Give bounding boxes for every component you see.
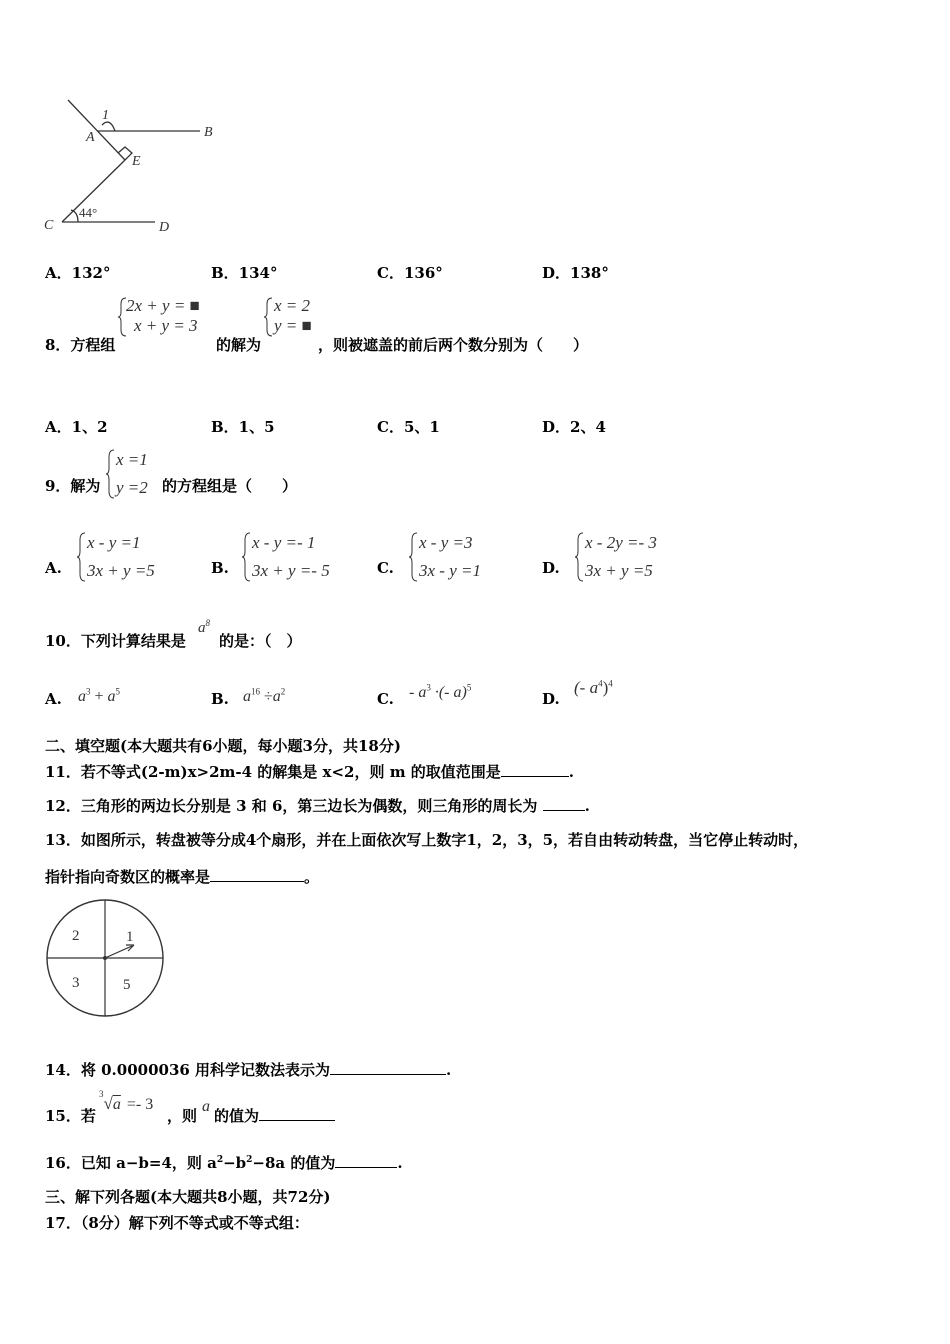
q9-solution (106, 448, 166, 500)
section-2-heading: 二、填空题(本大题共有6小题，每小题3分，共18分) (45, 737, 401, 755)
spinner-pointer (105, 946, 132, 958)
angle-1-arc (102, 122, 115, 131)
q8-sol2: y = ■ (274, 316, 312, 335)
q8-system (118, 296, 218, 338)
q13-line2: 指针指向奇数区的概率是 。 (45, 868, 320, 886)
q9-prefix: 9．解为 (45, 477, 101, 495)
label-1: 1 (102, 108, 109, 123)
q15-mid: ，则 (167, 1107, 198, 1125)
q10-option-b: $a^{16} \div a^2$ (243, 686, 286, 705)
q8-tail: ，则被遮盖的前后两个数分别为（ ） (318, 336, 589, 354)
q15-blank (259, 1106, 335, 1121)
q9-option-b-label: B. (211, 559, 229, 577)
q14: 14．将 0.0000036 用科学记数法表示为 . (45, 1061, 452, 1079)
q9-sol1: x =1 (116, 450, 148, 469)
q10-suffix: 的是：（ ） (219, 632, 302, 650)
q10-option-d: (- $a^4)^4$ (574, 678, 613, 697)
q8-option-c: C．5、1 (377, 418, 440, 436)
q9-option-b-system: x - y =- 1 3x + y =- 5 (242, 531, 352, 583)
q15-var: a (202, 1098, 210, 1115)
q7-option-d: D．138° (542, 264, 609, 282)
section-3-heading: 三、解下列各题(本大题共8小题，共72分) (45, 1188, 331, 1206)
q9-option-c-system: x - y =3 3x - y =1 (409, 531, 519, 583)
q16-blank (335, 1153, 397, 1168)
q8-eq1: 2x + y = ■ (126, 296, 200, 315)
angle-44: 44° (79, 205, 98, 220)
q13-blank (210, 867, 304, 882)
q10-option-d-label: D. (542, 690, 560, 708)
q9-suffix: 的方程组是（ ） (162, 477, 298, 495)
q8-option-a: A．1、2 (45, 418, 108, 436)
sector-label-1: 1 (126, 929, 134, 945)
q10-power: $a^8$ (198, 618, 210, 636)
q8-option-d: D．2、4 (542, 418, 606, 436)
q8-option-b: B．1、5 (211, 418, 275, 436)
q10-option-c-label: C. (377, 690, 394, 708)
q8-sol1: x = 2 (274, 296, 311, 315)
q9-option-d-label: D. (542, 559, 560, 577)
q13-line1: 13．如图所示，转盘被等分成4个扇形，并在上面依次写上数字1，2，3，5，若自由转动转盘，当它停止转动时， (45, 831, 809, 849)
spinner-figure (42, 896, 168, 1020)
label-a: A (86, 130, 95, 145)
q10-option-c: - $a^3$ ·(- a)$^5$ (409, 682, 472, 701)
label-d: D (159, 220, 170, 235)
q10-option-a-label: A. (45, 690, 62, 708)
label-e: E (132, 154, 141, 169)
sector-label-3: 3 (72, 975, 80, 991)
q16: 16．已知 a−b=4，则 $a^2-b^2-8a$ 的值为 . (45, 1154, 403, 1172)
q10-option-b-label: B. (211, 690, 229, 708)
q9-sol2: y =2 (116, 478, 148, 497)
q15: 15．若 (45, 1107, 96, 1125)
q8-eq2: x + y = 3 (134, 316, 198, 335)
q11-blank (501, 762, 569, 777)
q7-option-c: C．136° (377, 264, 443, 282)
q8-mid: 的解为 (216, 336, 262, 354)
sector-label-5: 5 (123, 977, 131, 993)
q10-text: 10．下列计算结果是 (45, 632, 186, 650)
q9-option-c-label: C. (377, 559, 394, 577)
q11: 11．若不等式(2-m)x>2m-4 的解集是 x<2，则 m 的取值范围是 . (45, 763, 575, 781)
q9-option-d-system: x - 2y =- 3 3x + y =5 (575, 531, 695, 583)
q15-cube-root: $^3$√a =- 3 (99, 1088, 154, 1113)
label-b: B (204, 125, 213, 140)
q12: 12．三角形的两边长分别是 3 和 6，第三边长为偶数，则三角形的周长为 . (45, 797, 590, 815)
q7-figure (40, 95, 230, 240)
q15-suffix: 的值为 (214, 1105, 335, 1126)
q9-option-a-system: x - y =1 3x + y =5 (77, 531, 187, 583)
q17: 17．（8分）解下列不等式或不等式组： (45, 1214, 309, 1232)
label-c: C (44, 218, 54, 233)
q7-option-b: B．134° (211, 264, 278, 282)
sector-label-2: 2 (72, 928, 80, 944)
q7-option-a: A．132° (45, 264, 111, 282)
right-angle-mark (118, 147, 132, 160)
q12-blank (543, 796, 585, 811)
q14-blank (330, 1060, 446, 1075)
q8-number: 8．方程组 (45, 336, 116, 354)
ray-through-a (68, 100, 125, 160)
q9-option-a-label: A. (45, 559, 62, 577)
q10-option-a: $a^3 + a^5$ (78, 686, 121, 705)
q8-solution (264, 296, 334, 338)
